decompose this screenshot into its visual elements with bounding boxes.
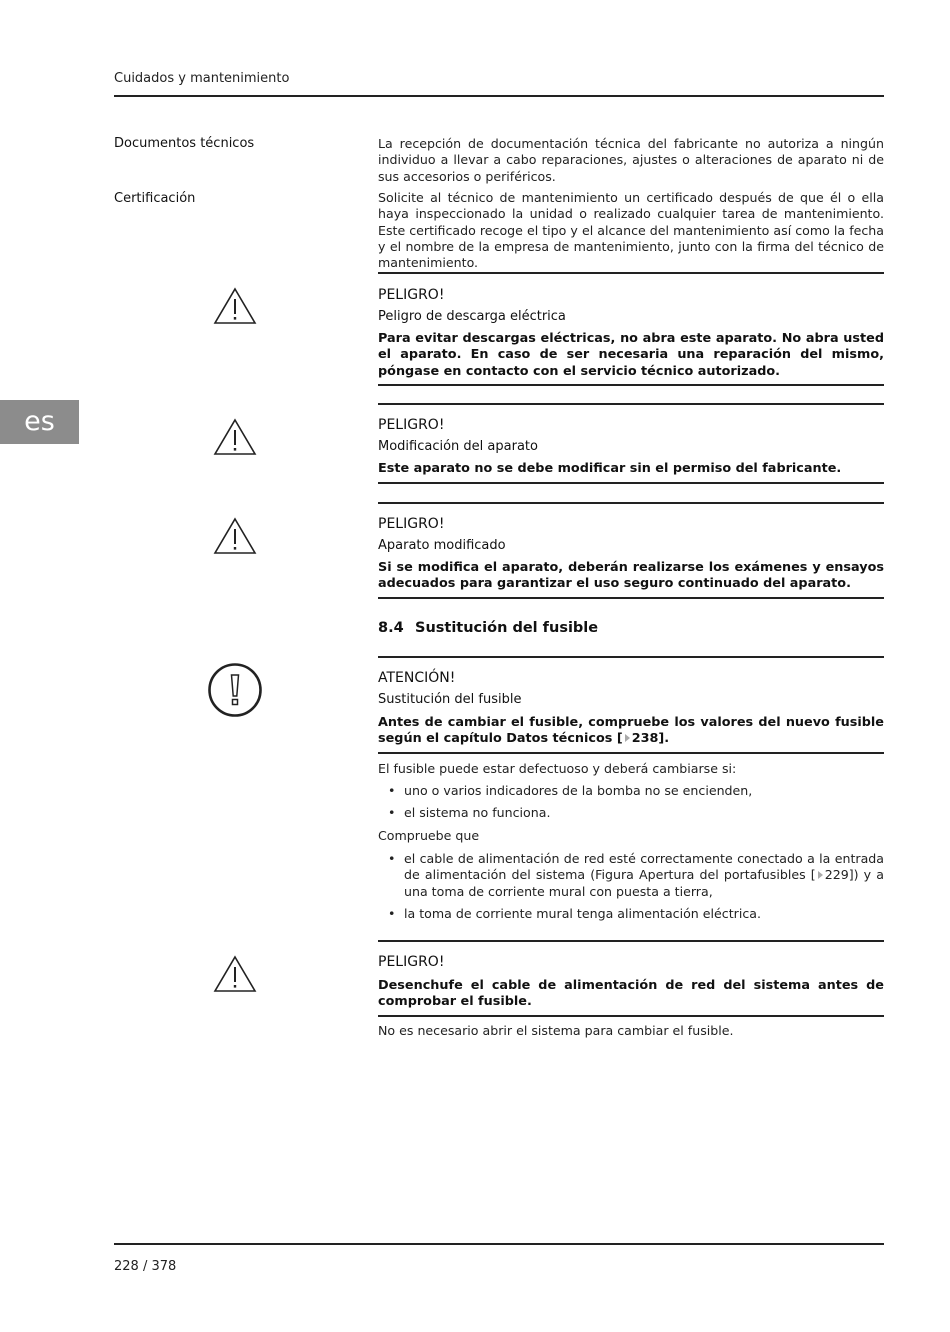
fuse-check: Compruebe que bbox=[378, 828, 480, 843]
exclamation-circle-icon bbox=[207, 662, 263, 718]
header-rule bbox=[114, 95, 884, 97]
warning-3-body: Si se modifica el aparato, deberán realizarse los exámenes y ensayos adecuados para garantizar el uso seguro continuado del aparato. bbox=[378, 560, 884, 592]
list-item-text-end: ]) y a una toma de corriente mural con puesta a tierra, bbox=[404, 867, 884, 899]
warning-3-top-rule bbox=[378, 502, 884, 504]
bullet-marker: • bbox=[388, 906, 396, 921]
list-item: la toma de corriente mural tenga alimentación eléctrica. bbox=[404, 906, 761, 921]
docs-label: Documentos técnicos bbox=[114, 136, 255, 151]
section-heading bbox=[378, 620, 598, 636]
section-title: Sustitución del fusible bbox=[415, 620, 599, 636]
reference-arrow-icon bbox=[625, 734, 630, 742]
fuse-intro: El fusible puede estar defectuoso y deberá cambiarse si: bbox=[378, 761, 737, 776]
page-number: 228 / 378 bbox=[114, 1259, 177, 1274]
list-item bbox=[404, 851, 884, 900]
warning-1-body: Para evitar descargas eléctricas, no abra este aparato. No abra usted el aparato. En caso de ser necesaria una reparación del mismo, póngase en contacto con el servicio técnico autorizado. bbox=[378, 331, 884, 379]
final-warning-body: Desenchufe el cable de alimentación de red del sistema antes de comprobar el fusible. bbox=[378, 978, 884, 1010]
attention-top-rule bbox=[378, 656, 884, 658]
language-tab: es bbox=[0, 400, 79, 444]
attention-bottom-rule bbox=[378, 752, 884, 754]
attention-body-text: Antes de cambiar el fusible, compruebe los valores del nuevo fusible según el capítulo Datos técnicos [ bbox=[378, 715, 884, 747]
cert-text: Solicite al técnico de mantenimiento un certificado después de que él o ella haya inspeccionado la unidad o realizado cualquier tarea de mantenimiento. Este certificado recoge el tipo y el alcance del mantenimiento así como la fecha y el nombre de la empresa de mantenimiento, junto con la firma del técnico de mantenimiento. bbox=[378, 190, 884, 271]
figure-page-link[interactable]: 229 bbox=[824, 867, 849, 883]
warning-triangle-icon bbox=[213, 517, 257, 555]
attention-subtitle: Sustitución del fusible bbox=[378, 692, 522, 707]
warning-1-top-rule bbox=[378, 272, 884, 274]
attention-body bbox=[378, 715, 884, 748]
list-item: el sistema no funciona. bbox=[404, 805, 551, 820]
running-header: Cuidados y mantenimiento bbox=[114, 71, 290, 86]
attention-page-link[interactable]: 238 bbox=[631, 731, 659, 747]
warning-1-subtitle: Peligro de descarga eléctrica bbox=[378, 309, 566, 324]
attention-body-end: ]. bbox=[658, 731, 670, 747]
attention-title: ATENCIÓN! bbox=[378, 670, 456, 686]
bullet-marker: • bbox=[388, 783, 396, 798]
warning-3-bottom-rule bbox=[378, 597, 884, 599]
footer-rule bbox=[114, 1243, 884, 1245]
warning-triangle-icon bbox=[213, 418, 257, 456]
warning-3-subtitle: Aparato modificado bbox=[378, 538, 506, 553]
closing-note: No es necesario abrir el sistema para cambiar el fusible. bbox=[378, 1023, 734, 1038]
warning-2-bottom-rule bbox=[378, 482, 884, 484]
final-warning-bottom-rule bbox=[378, 1015, 884, 1017]
final-warning-title: PELIGRO! bbox=[378, 954, 445, 970]
warning-1-title: PELIGRO! bbox=[378, 287, 445, 303]
warning-2-title: PELIGRO! bbox=[378, 417, 445, 433]
reference-arrow-icon bbox=[818, 871, 823, 879]
warning-triangle-icon bbox=[213, 287, 257, 325]
docs-text: La recepción de documentación técnica del fabricante no autoriza a ningún individuo a llevar a cabo reparaciones, ajustes o alteraciones de aparato ni de sus accesorios o periféricos. bbox=[378, 136, 884, 184]
warning-triangle-icon bbox=[213, 955, 257, 993]
list-item: uno o varios indicadores de la bomba no se encienden, bbox=[404, 783, 753, 798]
bullet-marker: • bbox=[388, 805, 396, 820]
final-warning-top-rule bbox=[378, 940, 884, 942]
warning-2-subtitle: Modificación del aparato bbox=[378, 439, 538, 454]
warning-2-body: Este aparato no se debe modificar sin el permiso del fabricante. bbox=[378, 461, 842, 476]
section-number: 8.4 bbox=[378, 620, 404, 636]
list-item-text: el cable de alimentación de red esté correctamente conectado a la entrada de alimentación del sistema (Figura Apertura del portafusibles [ bbox=[404, 851, 884, 883]
warning-2-top-rule bbox=[378, 403, 884, 405]
warning-1-bottom-rule bbox=[378, 384, 884, 386]
bullet-marker: • bbox=[388, 851, 396, 866]
warning-3-title: PELIGRO! bbox=[378, 516, 445, 532]
cert-label: Certificación bbox=[114, 191, 196, 206]
